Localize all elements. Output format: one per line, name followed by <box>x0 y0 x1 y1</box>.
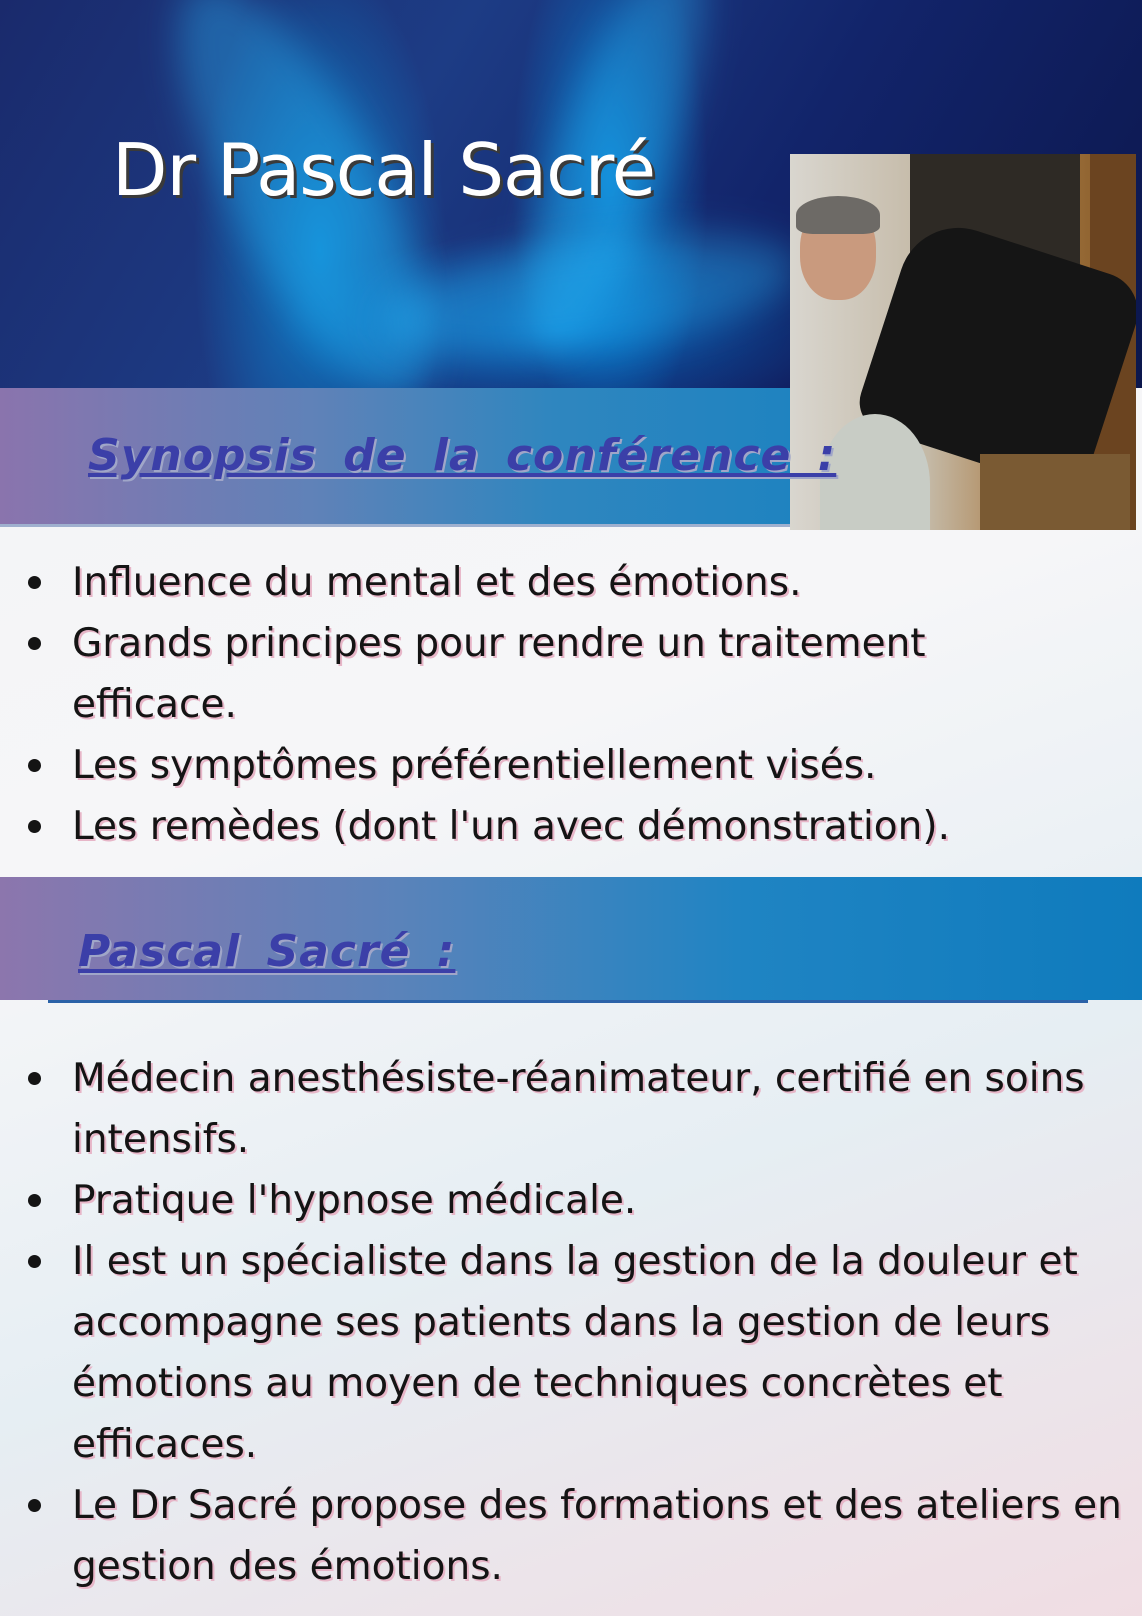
list-item: Pratique l'hypnose médicale. <box>72 1170 1132 1231</box>
list-item: Les remèdes (dont l'un avec démonstration). <box>72 796 1072 857</box>
synopsis-list <box>0 552 1072 857</box>
speaker-photo <box>790 154 1136 530</box>
list-item: Il est un spécialiste dans la gestion de la douleur et accompagne ses patients dans la gestion de leurs émotions au moyen de techniques concrètes et efficaces. <box>72 1231 1132 1475</box>
speaker-figure <box>796 196 880 234</box>
divider <box>0 524 790 527</box>
divider <box>48 1000 1088 1003</box>
list-item: Médecin anesthésiste-réanimateur, certifié en soins intensifs. <box>72 1048 1132 1170</box>
page-title: Dr Pascal Sacré <box>112 128 656 212</box>
speaker-figure <box>980 454 1130 530</box>
bio-heading: Pascal Sacré : <box>78 926 456 977</box>
bio-list <box>0 1048 1132 1597</box>
list-item: Influence du mental et des émotions. <box>72 552 1072 613</box>
list-item: Les symptômes préférentiellement visés. <box>72 735 1072 796</box>
synopsis-heading: Synopsis de la conférence : <box>88 430 837 481</box>
list-item: Le Dr Sacré propose des formations et des ateliers en gestion des émotions. <box>72 1475 1132 1597</box>
list-item: Grands principes pour rendre un traitement efficace. <box>72 613 1072 735</box>
